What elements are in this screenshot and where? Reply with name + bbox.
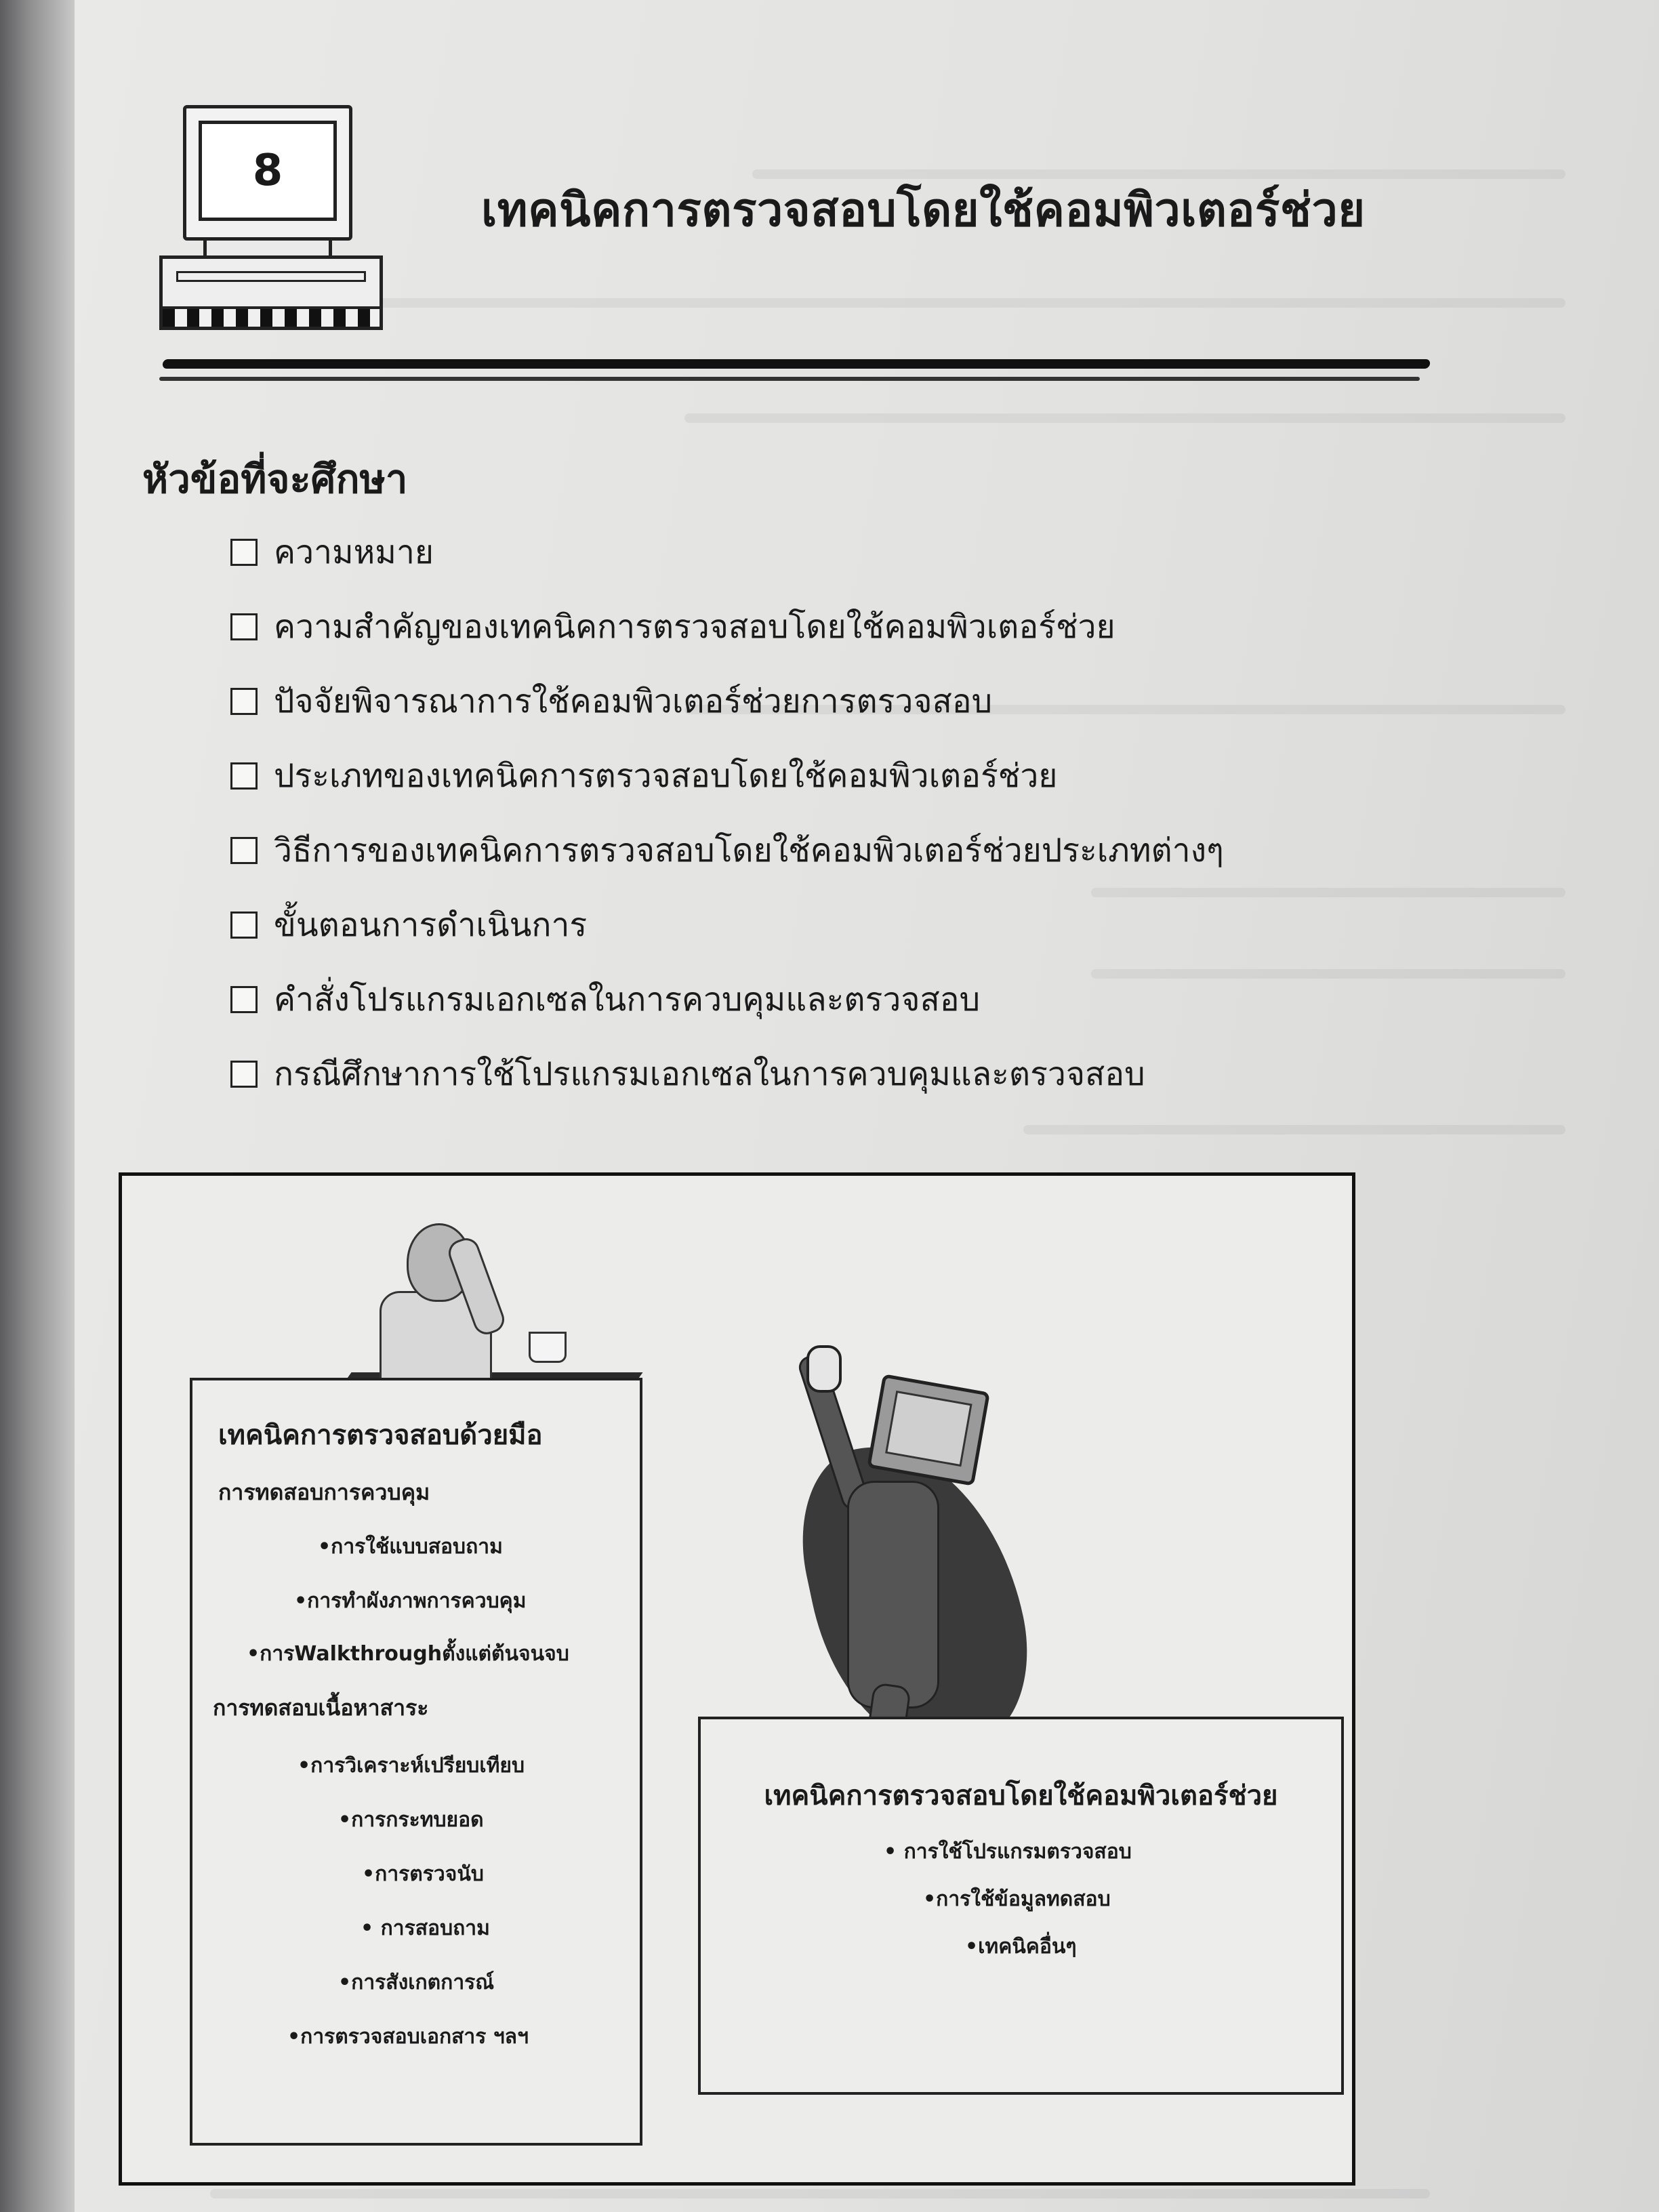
- control-test-item: •การใช้แบบสอบถาม: [318, 1535, 503, 1559]
- substantive-test-item: •การกระทบยอด: [338, 1808, 484, 1832]
- mouse-icon: [806, 1345, 842, 1393]
- manual-techniques-box: [190, 1378, 642, 2146]
- comparison-figure: [119, 1172, 1355, 2186]
- checkbox-icon: [230, 613, 258, 640]
- checkbox-icon: [230, 986, 258, 1013]
- control-test-item: •การทำผังภาพการควบคุม: [294, 1589, 527, 1613]
- monitor-icon: [183, 105, 352, 241]
- checkbox-icon: [230, 837, 258, 864]
- topics-heading: หัวข้อที่จะศึกษา: [142, 456, 408, 502]
- computer-icon: [156, 98, 380, 329]
- title-rule-thin: [159, 377, 1420, 381]
- topic-item: [230, 888, 1224, 962]
- substantive-test-item: •การสังเกตการณ์: [338, 1971, 495, 1994]
- cpu-case: [159, 255, 383, 330]
- topic-label: วิธีการของเทคนิคการตรวจสอบโดยใช้คอมพิวเตอร์ช่วยประเภทต่างๆ: [274, 832, 1224, 869]
- topic-item: [230, 739, 1224, 813]
- title-rule-thick: [162, 359, 1431, 369]
- computer-assisted-item: •การใช้ข้อมูลทดสอบ: [923, 1887, 1111, 1911]
- show-through-line: [684, 413, 1565, 423]
- topic-label: ความหมาย: [274, 533, 434, 571]
- topic-label: คำสั่งโปรแกรมเอกเซลในการควบคุมและตรวจสอบ: [274, 981, 981, 1019]
- drive-slot: [176, 271, 366, 282]
- topic-label: ความสำคัญของเทคนิคการตรวจสอบโดยใช้คอมพิวเตอร์ช่วย: [274, 608, 1115, 646]
- checkbox-icon: [230, 688, 258, 715]
- control-test-heading: การทดสอบการควบคุม: [218, 1479, 430, 1505]
- substantive-test-heading: การทดสอบเนื้อหาสาระ: [213, 1695, 429, 1721]
- book-page: [75, 0, 1659, 2212]
- topic-item: [230, 813, 1224, 888]
- computer-assisted-item: • การใช้โปรแกรมตรวจสอบ: [884, 1840, 1132, 1864]
- checkbox-icon: [230, 912, 258, 939]
- book-spine-shadow: [0, 0, 75, 2212]
- computer-assisted-title: เทคนิคการตรวจสอบโดยใช้คอมพิวเตอร์ช่วย: [764, 1780, 1278, 1811]
- topic-label: ขั้นตอนการดำเนินการ: [274, 906, 588, 944]
- topic-label: ปัจจัยพิจารณาการใช้คอมพิวเตอร์ช่วยการตรวจสอบ: [274, 682, 993, 720]
- show-through-line: [210, 2189, 1430, 2198]
- checkbox-icon: [230, 539, 258, 566]
- topic-label: ประเภทของเทคนิคการตรวจสอบโดยใช้คอมพิวเตอร์ช่วย: [274, 757, 1058, 795]
- substantive-test-item: •การตรวจสอบเอกสาร ฯลฯ: [287, 2025, 529, 2049]
- monitor-head-icon: [867, 1374, 990, 1486]
- topics-list: [230, 515, 1224, 1111]
- substantive-test-item: •การตรวจนับ: [362, 1862, 484, 1886]
- checkbox-icon: [230, 762, 258, 790]
- computer-assisted-item: •เทคนิคอื่นๆ: [965, 1935, 1077, 1959]
- topic-item: [230, 590, 1224, 664]
- show-through-line: [1023, 1125, 1565, 1134]
- hero-torso: [847, 1481, 939, 1708]
- chapter-title: เทคนิคการตรวจสอบโดยใช้คอมพิวเตอร์ช่วย: [481, 183, 1366, 237]
- topic-item: [230, 962, 1224, 1037]
- keyboard-stripes: [163, 306, 380, 327]
- show-through-line: [359, 298, 1565, 308]
- substantive-test-item: •การวิเคราะห์เปรียบเทียบ: [298, 1754, 525, 1778]
- computer-assisted-techniques-box: [698, 1717, 1344, 2095]
- topic-item: [230, 515, 1224, 590]
- substantive-test-item: • การสอบถาม: [361, 1917, 490, 1940]
- topic-item: [230, 664, 1224, 739]
- topic-item: [230, 1037, 1224, 1111]
- manual-techniques-title: เทคนิคการตรวจสอบด้วยมือ: [218, 1419, 543, 1451]
- control-test-item: •การWalkthroughตั้งแต่ต้นจนจบ: [247, 1642, 569, 1666]
- checkbox-icon: [230, 1061, 258, 1088]
- coffee-cup-icon: [529, 1332, 567, 1363]
- topic-label: กรณีศึกษาการใช้โปรแกรมเอกเซลในการควบคุมและตรวจสอบ: [274, 1055, 1145, 1093]
- chapter-number: 8: [199, 121, 337, 221]
